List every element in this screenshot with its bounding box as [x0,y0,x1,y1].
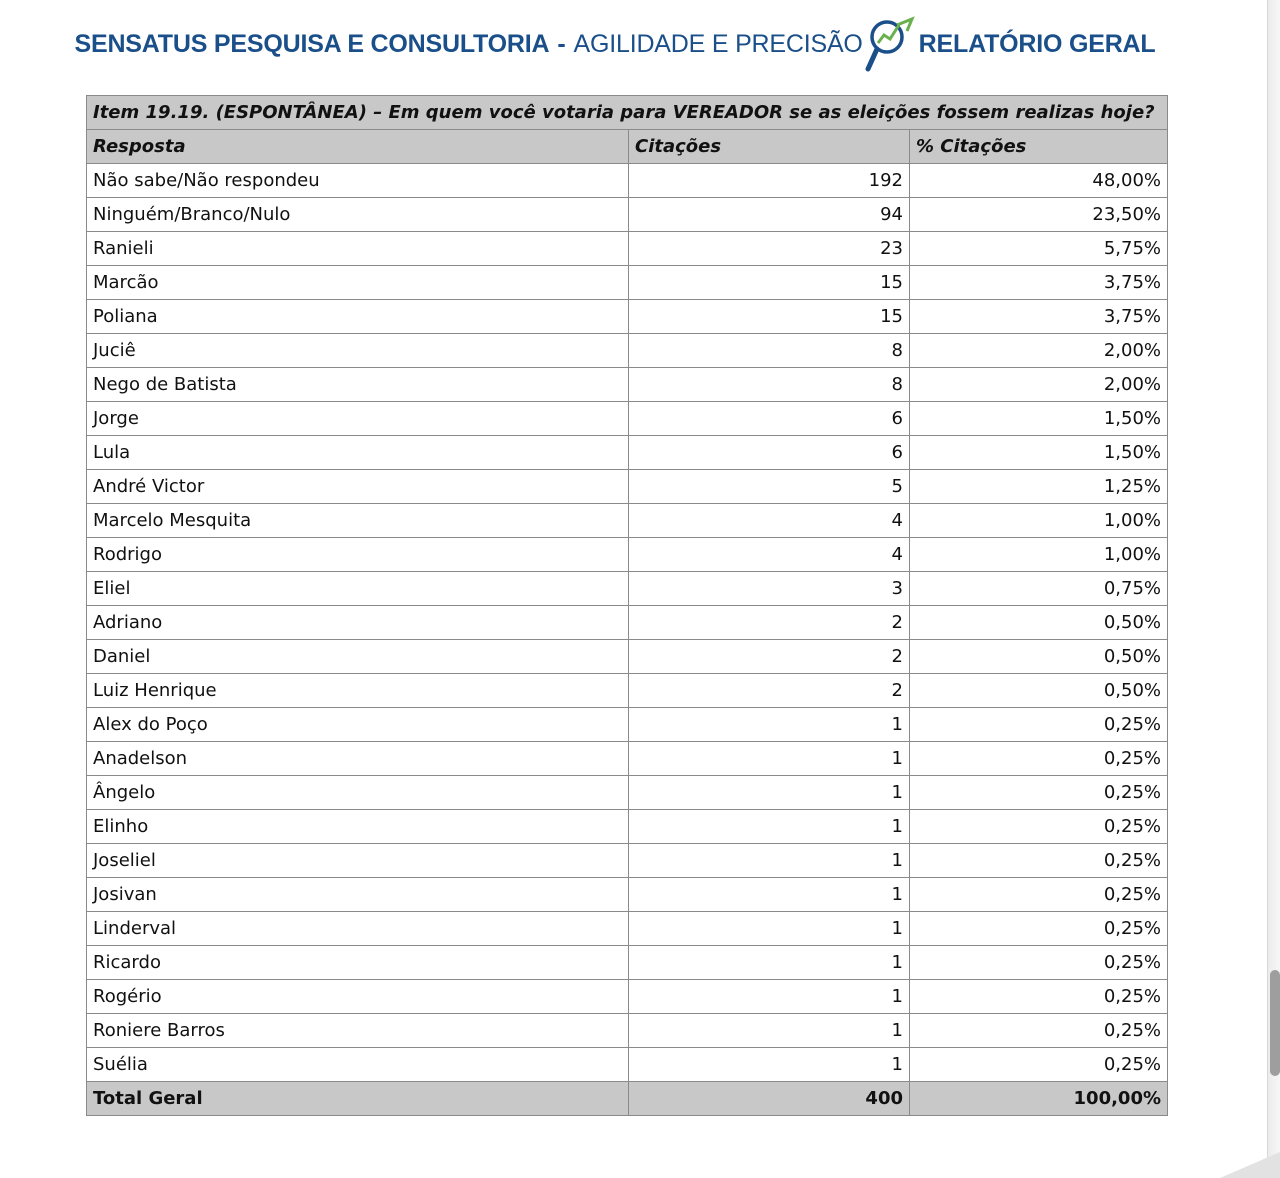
page-curl-corner [1220,1152,1280,1178]
cell-percent: 0,50% [910,606,1168,640]
table-row [87,470,1168,504]
table-row [87,606,1168,640]
table-row [87,674,1168,708]
cell-resposta: Daniel [87,640,629,674]
cell-resposta: Nego de Batista [87,368,629,402]
table-row [87,980,1168,1014]
company-tagline: AGILIDADE E PRECISÃO [573,29,863,58]
cell-percent: 0,50% [910,640,1168,674]
table-row [87,368,1168,402]
cell-percent: 3,75% [910,266,1168,300]
cell-percent: 1,00% [910,504,1168,538]
cell-citacoes: 1 [629,946,910,980]
cell-percent: 0,25% [910,1014,1168,1048]
cell-citacoes: 6 [629,436,910,470]
cell-percent: 2,00% [910,334,1168,368]
cell-percent: 0,25% [910,912,1168,946]
cell-percent: 48,00% [910,164,1168,198]
cell-citacoes: 8 [629,368,910,402]
total-label: Total Geral [87,1082,629,1116]
table-title-row [87,96,1168,130]
cell-citacoes: 1 [629,980,910,1014]
cell-resposta: Ricardo [87,946,629,980]
total-row [87,1082,1168,1116]
table-row [87,1014,1168,1048]
cell-percent: 1,25% [910,470,1168,504]
table-row [87,878,1168,912]
cell-resposta: André Victor [87,470,629,504]
table-row [87,742,1168,776]
cell-citacoes: 1 [629,810,910,844]
cell-percent: 1,50% [910,436,1168,470]
cell-resposta: Lula [87,436,629,470]
cell-citacoes: 1 [629,1014,910,1048]
cell-percent: 0,75% [910,572,1168,606]
cell-percent: 23,50% [910,198,1168,232]
cell-citacoes: 3 [629,572,910,606]
cell-citacoes: 192 [629,164,910,198]
cell-citacoes: 2 [629,640,910,674]
cell-resposta: Alex do Poço [87,708,629,742]
table-row [87,640,1168,674]
cell-percent: 2,00% [910,368,1168,402]
cell-citacoes: 2 [629,674,910,708]
cell-resposta: Ranieli [87,232,629,266]
cell-citacoes: 1 [629,878,910,912]
cell-citacoes: 15 [629,266,910,300]
cell-citacoes: 4 [629,504,910,538]
cell-percent: 0,25% [910,946,1168,980]
cell-citacoes: 1 [629,1048,910,1082]
cell-percent: 0,25% [910,844,1168,878]
cell-percent: 5,75% [910,232,1168,266]
table-row [87,946,1168,980]
report-header [0,14,1230,74]
cell-percent: 0,25% [910,878,1168,912]
cell-citacoes: 1 [629,742,910,776]
table-row [87,300,1168,334]
table-row [87,436,1168,470]
cell-percent: 0,50% [910,674,1168,708]
cell-percent: 0,25% [910,708,1168,742]
scrollbar-thumb[interactable] [1270,970,1280,1076]
cell-resposta: Ângelo [87,776,629,810]
table-row [87,266,1168,300]
column-header-citacoes: Citações [629,130,910,164]
table-header-row [87,130,1168,164]
total-citacoes: 400 [629,1082,910,1116]
table-title: Item 19.19. (ESPONTÂNEA) – Em quem você votaria para VEREADOR se as eleições fossem realizas hoje? [87,96,1168,130]
cell-resposta: Marcelo Mesquita [87,504,629,538]
cell-resposta: Linderval [87,912,629,946]
cell-citacoes: 4 [629,538,910,572]
cell-citacoes: 2 [629,606,910,640]
cell-resposta: Roniere Barros [87,1014,629,1048]
table-row [87,810,1168,844]
cell-citacoes: 23 [629,232,910,266]
table-row [87,708,1168,742]
cell-percent: 0,25% [910,980,1168,1014]
report-label: RELATÓRIO GERAL [918,29,1156,58]
cell-resposta: Eliel [87,572,629,606]
cell-citacoes: 8 [629,334,910,368]
cell-resposta: Rogério [87,980,629,1014]
company-name: SENSATUS PESQUISA E CONSULTORIA [74,29,550,58]
cell-percent: 1,50% [910,402,1168,436]
table-row [87,198,1168,232]
cell-resposta: Juciê [87,334,629,368]
cell-percent: 0,25% [910,810,1168,844]
table-row [87,232,1168,266]
cell-resposta: Anadelson [87,742,629,776]
cell-resposta: Rodrigo [87,538,629,572]
table-row [87,572,1168,606]
cell-citacoes: 15 [629,300,910,334]
cell-citacoes: 1 [629,708,910,742]
cell-citacoes: 1 [629,912,910,946]
results-table [86,95,1168,1116]
cell-percent: 3,75% [910,300,1168,334]
cell-resposta: Josivan [87,878,629,912]
table-row [87,776,1168,810]
header-separator: - [557,29,566,58]
cell-citacoes: 1 [629,844,910,878]
table-row [87,504,1168,538]
table-row [87,402,1168,436]
cell-citacoes: 94 [629,198,910,232]
cell-resposta: Luiz Henrique [87,674,629,708]
total-percent: 100,00% [910,1082,1168,1116]
cell-resposta: Suélia [87,1048,629,1082]
cell-percent: 0,25% [910,742,1168,776]
table-row [87,1048,1168,1082]
table-row [87,912,1168,946]
cell-resposta: Elinho [87,810,629,844]
cell-resposta: Ninguém/Branco/Nulo [87,198,629,232]
cell-citacoes: 5 [629,470,910,504]
cell-resposta: Poliana [87,300,629,334]
cell-citacoes: 1 [629,776,910,810]
magnifier-chart-icon [865,15,915,73]
cell-percent: 0,25% [910,776,1168,810]
cell-resposta: Marcão [87,266,629,300]
cell-percent: 0,25% [910,1048,1168,1082]
cell-resposta: Adriano [87,606,629,640]
cell-percent: 1,00% [910,538,1168,572]
table-row [87,164,1168,198]
table-row [87,844,1168,878]
table-row [87,334,1168,368]
cell-resposta: Joseliel [87,844,629,878]
cell-resposta: Jorge [87,402,629,436]
column-header-percent: % Citações [910,130,1168,164]
table-row [87,538,1168,572]
cell-resposta: Não sabe/Não respondeu [87,164,629,198]
cell-citacoes: 6 [629,402,910,436]
column-header-resposta: Resposta [87,130,629,164]
